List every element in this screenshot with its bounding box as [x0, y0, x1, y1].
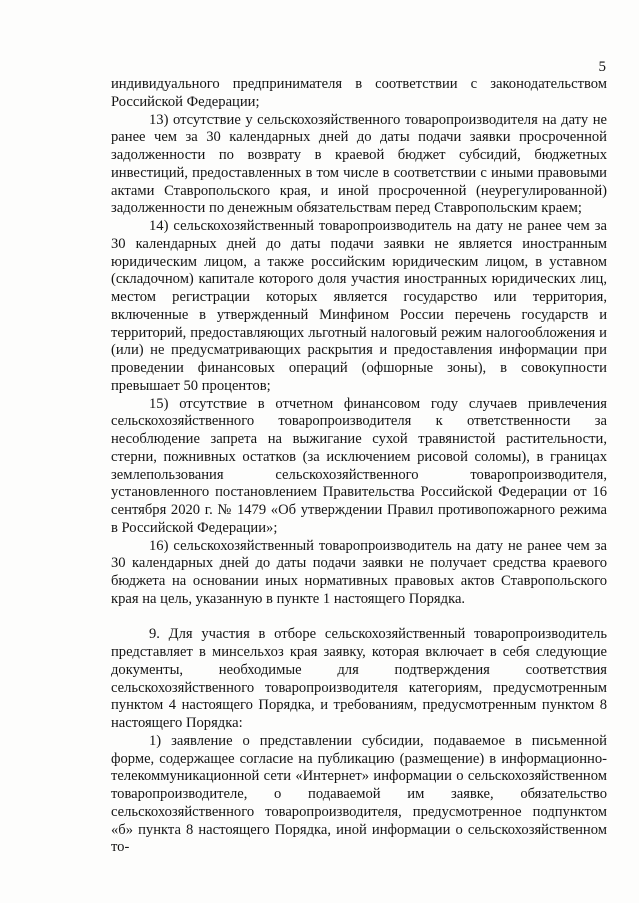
page-number: 5: [598, 59, 606, 75]
paragraph-section-9: 9. Для участия в отборе сельскохозяйственный товаропроизводитель представляет в минсельхоз края заявку, которая включает в себя следующие документы, необходимые для подтверждения соответствия сельскохозяйственного товаропроизводителя категориям, предусмотренным пунктом 4 настоящего Порядка, и требованиям, предусмотренным пунктом 8 настоящего Порядка:: [111, 626, 607, 731]
paragraph-item-16: 16) сельскохозяйственный товаропроизводитель на дату не ранее чем за 30 календарных дней до даты подачи заявки не получает средства краевого бюджета на основании иных нормативных правовых актов Ставропольского края на цель, указанную в пункте 1 настоящего Порядка.: [111, 537, 607, 607]
paragraph-continuation: индивидуального предпринимателя в соответствии с законодательством Российской Федерации;: [111, 76, 607, 110]
paragraph-section-9-item-1: 1) заявление о представлении субсидии, подаваемое в письменной форме, содержащее согласие на публикацию (размещение) в информационно-телекоммуникационной сети «Интернет» информации о сельскохозяйственном товаропроизводителе, о подаваемой им заявке, обязательство сельскохозяйственного товаропроизводителя, предусмотренное подпунктом «б» пункта 8 настоящего Порядка, иной информации о сельскохозяйственном то-: [111, 732, 607, 856]
paragraph-item-14: 14) сельскохозяйственный товаропроизводитель на дату не ранее чем за 30 календарных дней до даты подачи заявки не является иностранным юридическим лицом, а также российским юридическим лицом, в уставном (складочном) капитале которого доля участия иностранных юридических лиц, местом регистрации которых является государство или территория, включенные в утвержденный Минфином России перечень государств и территорий, предоставляющих льготный налоговый режим налогообложения и (или) не предусматривающих раскрытия и предоставления информации при проведении финансовых операций (офшорные зоны), в совокупности превышает 50 процентов;: [111, 218, 607, 394]
document-body: [111, 76, 607, 857]
paragraph-item-13: 13) отсутствие у сельскохозяйственного товаропроизводителя на дату не ранее чем за 30 календарных дней до даты подачи заявки просроченной задолженности по возврату в краевой бюджет субсидий, бюджетных инвестиций, предоставленных в том числе в соответствии с иными правовыми актами Ставропольского края, и иной просроченной (неурегулированной) задолженности по денежным обязательствам перед Ставропольским краем;: [111, 111, 607, 217]
paragraph-item-15: 15) отсутствие в отчетном финансовом году случаев привлечения сельскохозяйственного товаропроизводителя к ответственности за несоблюдение запрета на выжигание сухой травянистой растительности, стерни, пожнивных остатков (за исключением рисовой соломы), в границах землепользования сельскохозяйственного товаропроизводителя, установленного постановлением Правительства Российской Федерации от 16 сентября 2020 г. № 1479 «Об утверждении Правил противопожарного режима в Российской Федерации»;: [111, 395, 607, 536]
